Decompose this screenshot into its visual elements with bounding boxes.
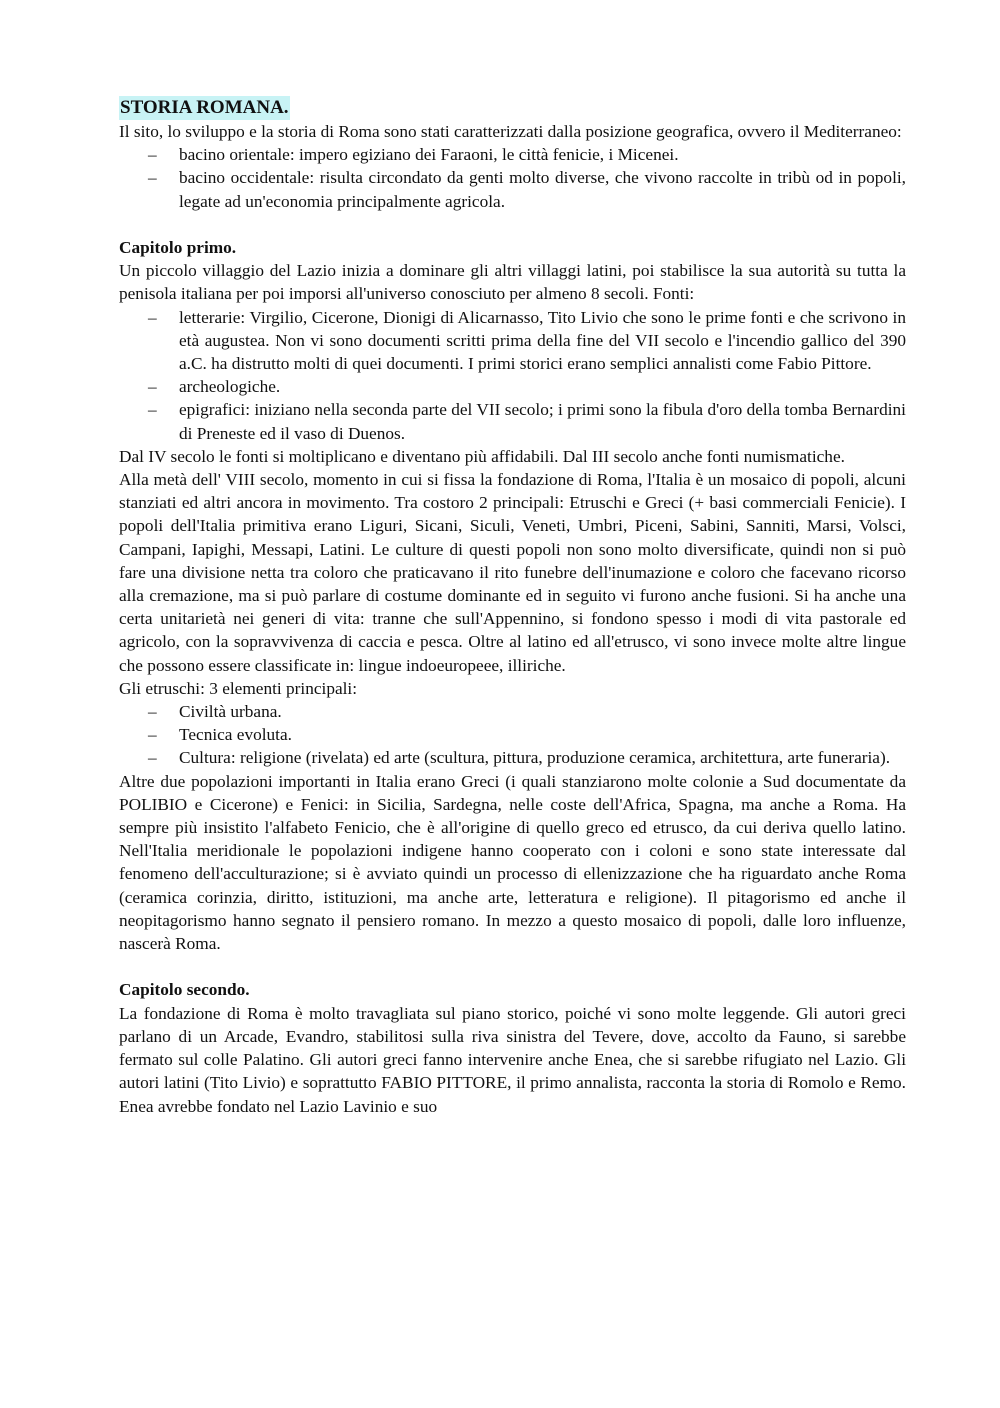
list-item: – letterarie: Virgilio, Cicerone, Dionigi di Alicarnasso, Tito Livio che sono le prime fonti e che scrivono in età augustea. Non vi sono documenti scritti prima della fine del VII secolo e l'incendio gallico del 390 a.C. ha distrutto molti di quei documenti. I primi storici erano semplici annalisti come Fabio Pittore.: [119, 306, 906, 376]
intro-paragraph: Il sito, lo sviluppo e la storia di Roma sono stati caratterizzati dalla posizione geografica, ovvero il Mediterraneo:: [119, 122, 902, 141]
chapter-1-paragraph: Alla metà dell' VIII secolo, momento in cui si fissa la fondazione di Roma, l'Italia è un mosaico di popoli, alcuni stanziati ed altri ancora in movimento. Tra costoro 2 principali: Etruschi e Greci (+ basi commerciali Fenicie). I popoli dell'Italia primitiva erano Liguri, Sicani, Siculi, Veneti, Umbri, Piceni, Sabini, Sanniti, Marsi, Volsci, Campani, Iapighi, Messapi, Latini. Le culture di questi popoli non sono molto diversificate, quindi non si può fare una divisione netta tra coloro che praticavano il rito funebre dell'inumazione e coloro che facevano ricorso alla cremazione, ma si può parlare di costume dominante ed in seguito vi furono anche fusioni. Si ha anche una certa unitarietà nei generi di vita: tranne che sull'Appennino, si fondono spesso i modi di vita pastorale ed agricolo, con la sopravvivenza di caccia e pesca. Oltre al latino ed all'etrusco, vi sono invece molte altre lingue che possono essere classificate in: lingue indoeuropeee, illiriche.: [119, 470, 906, 675]
list-item: – Civiltà urbana.: [119, 700, 906, 723]
document-title: STORIA ROMANA.: [120, 97, 289, 118]
intro-list: [119, 143, 906, 213]
etruscan-list: [119, 700, 906, 770]
list-item: – bacino orientale: impero egiziano dei Faraoni, le città fenicie, i Micenei.: [119, 143, 906, 166]
chapter-1-paragraph: Dal IV secolo le fonti si moltiplicano e diventano più affidabili. Dal III secolo anche fonti numismatiche.: [119, 446, 845, 466]
chapter-1-paragraph: Gli etruschi: 3 elementi principali:: [119, 678, 358, 698]
sources-list: [119, 306, 906, 445]
list-item: – Cultura: religione (rivelata) ed arte (scultura, pittura, produzione ceramica, architettura, arte funeraria).: [119, 746, 906, 769]
chapter-2-heading: Capitolo secondo.: [119, 980, 250, 1000]
list-item: – Tecnica evoluta.: [119, 723, 906, 746]
list-item: – bacino occidentale: risulta circondato da genti molto diverse, che vivono raccolte in tribù od in popoli, legate ad un'economia principalmente agricola.: [119, 166, 906, 212]
chapter-1-paragraph: Altre due popolazioni importanti in Italia erano Greci (i quali stanziarono molte colonie a Sud documentate da POLIBIO e Cicerone) e Fenici: in Sicilia, Sardegna, nelle coste dell'Africa, Spagna, ma anche a Roma. Ha sempre più insistito l'alfabeto Fenicio, che è all'origine di quello greco ed etrusco, da cui deriva quello latino. Nell'Italia meridionale le popolazioni indigene hanno cooperato con i coloni e sono state interessate dal fenomeno dell'acculturazione; si è avviato quindi un processo di ellenizzazione che ha riguardato anche Roma (ceramica corinzia, diritto, istituzioni, ma anche arte, letteratura e religione). Il pitagorismo ed anche il neopitagorismo hanno segnato il pensiero romano. In mezzo a questo mosaico di popoli, dalle loro influenze, nascerà Roma.: [119, 771, 906, 954]
document-page: [119, 96, 906, 1118]
chapter-1-paragraph: Un piccolo villaggio del Lazio inizia a dominare gli altri villaggi latini, poi stabilisce la sua autorità su tutta la penisola italiana per poi imporsi all'universo conosciuto per almeno 8 secoli. Fonti:: [119, 261, 906, 304]
chapter-1-heading: Capitolo primo.: [119, 238, 237, 257]
list-item: – archeologiche.: [119, 375, 906, 398]
chapter-2-paragraph: La fondazione di Roma è molto travagliata sul piano storico, poiché vi sono molte leggende. Gli autori greci parlano di un Arcade, Evandro, stabilitosi sulla riva sinistra del Tevere, dove, accolto da Fauno, si sarebbe fermato sul colle Palatino. Gli autori greci fanno intervenire anche Enea, che si sarebbe rifugiato nel Lazio. Gli autori latini (Tito Livio) e soprattutto FABIO PITTORE, il primo annalista, racconta la storia di Romolo e Remo. Enea avrebbe fondato nel Lazio Lavinio e suo: [119, 1003, 906, 1116]
list-item: – epigrafici: iniziano nella seconda parte del VII secolo; i primi sono la fibula d'oro della tomba Bernardini di Preneste ed il vaso di Duenos.: [119, 398, 906, 444]
